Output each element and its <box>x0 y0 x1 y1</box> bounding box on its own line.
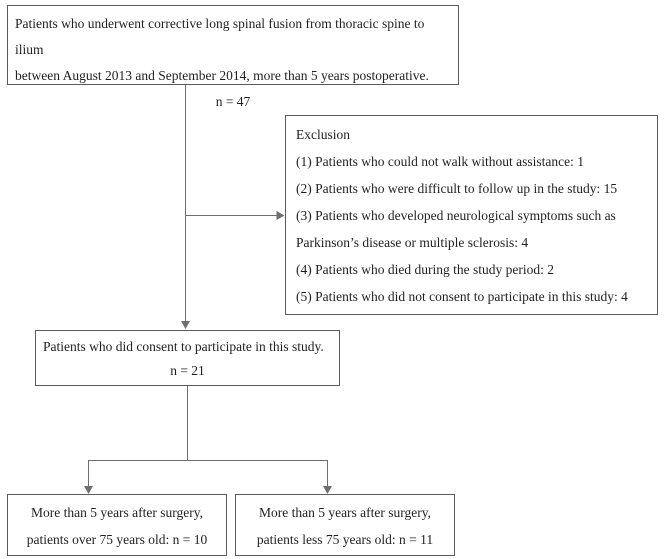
consent-count: n = 21 <box>170 363 205 378</box>
exclusion-item-1: (1) Patients who could not walk without assistance: 1 <box>296 154 584 169</box>
consent-line1: Patients who did consent to participate in this study. <box>43 339 324 354</box>
arrow-down-consent-icon <box>181 321 190 329</box>
enrollment-line1: Patients who underwent corrective long spinal fusion from thoracic spine to ilium <box>15 16 425 57</box>
arrow-down-right-icon <box>323 486 332 494</box>
under75-line2: patients less 75 years old: n = 11 <box>256 532 434 547</box>
over75-line1: More than 5 years after surgery, <box>30 505 204 520</box>
enrollment-count: n = 47 <box>215 94 251 109</box>
enrollment-box <box>7 5 459 109</box>
consent-box <box>35 330 340 386</box>
under75-line1: More than 5 years after surgery, <box>258 505 432 520</box>
over75-box <box>7 494 227 556</box>
over75-line2: patients over 75 years old: n = 10 <box>26 532 208 547</box>
exclusion-title: Exclusion <box>296 127 350 142</box>
exclusion-item-4: (4) Patients who died during the study period: 2 <box>296 262 554 277</box>
exclusion-box <box>285 115 658 315</box>
exclusion-item-5: (5) Patients who did not consent to participate in this study: 4 <box>296 289 628 304</box>
arrow-down-left-icon <box>84 486 93 494</box>
under75-box <box>235 494 455 556</box>
exclusion-item-3: (3) Patients who developed neurological symptoms such as Parkinson’s disease or multiple sclerosis: 4 <box>296 208 616 250</box>
exclusion-item-2: (2) Patients who were difficult to follow up in the study: 15 <box>296 181 618 196</box>
arrow-right-exclusion-icon <box>277 211 285 220</box>
enrollment-line2: between August 2013 and September 2014, more than 5 years postoperative. <box>15 68 429 83</box>
